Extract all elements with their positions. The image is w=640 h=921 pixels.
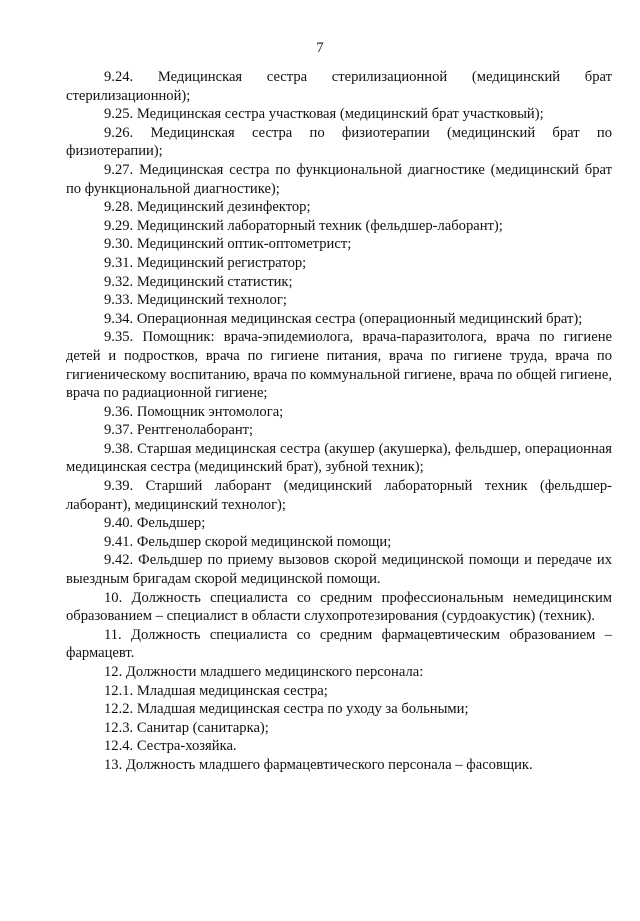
list-item-12-1: 12.1. Младшая медицинская сестра; bbox=[104, 682, 328, 699]
list-item-9-38: 9.38. Старшая медицинская сестра (акушер (акушерка), фельдшер, операционная медицинская сестра (медицинский брат), зубной техник); bbox=[66, 440, 612, 476]
list-item-9-42: 9.42. Фельдшер по приему вызовов скорой медицинской помощи и передаче их выездным бригадам скорой медицинской помощи. bbox=[66, 552, 612, 588]
list-item-11: 11. Должность специалиста со средним фармацевтическим образованием – фармацевт. bbox=[66, 626, 612, 662]
list-item-9-29: 9.29. Медицинский лабораторный техник (фельдшер-лаборант); bbox=[104, 217, 503, 234]
list-item-9-40: 9.40. Фельдшер; bbox=[104, 515, 206, 532]
list-item-9-26: 9.26. Медицинская сестра по физиотерапии (медицинский брат по физиотерапии); bbox=[66, 124, 612, 160]
list-item-9-34: 9.34. Операционная медицинская сестра (операционный медицинский брат); bbox=[104, 310, 583, 327]
document-body bbox=[66, 68, 612, 775]
list-item-13: 13. Должность младшего фармацевтического персонала – фасовщик. bbox=[104, 756, 533, 773]
list-item-9-31: 9.31. Медицинский регистратор; bbox=[104, 254, 307, 271]
list-item-9-37: 9.37. Рентгенолаборант; bbox=[104, 422, 254, 439]
list-item-9-24: 9.24. Медицинская сестра стерилизационной (медицинский брат стерилизационной); bbox=[66, 69, 612, 104]
page-number: 7 bbox=[316, 40, 324, 56]
list-item-10: 10. Должность специалиста со средним профессиональным немедицинским образованием – специалист в области слухопротезирования (сурдоакустик) (техник). bbox=[66, 589, 612, 625]
list-item-12-4: 12.4. Сестра-хозяйка. bbox=[104, 738, 237, 755]
list-item-12-3: 12.3. Санитар (санитарка); bbox=[104, 719, 269, 736]
list-item-9-25: 9.25. Медицинская сестра участковая (медицинский брат участковый); bbox=[104, 106, 544, 123]
list-item-9-41: 9.41. Фельдшер скорой медицинской помощи; bbox=[104, 533, 392, 550]
list-item-12-2: 12.2. Младшая медицинская сестра по уходу за больными; bbox=[104, 701, 469, 718]
list-item-9-35: 9.35. Помощник: врача-эпидемиолога, врача-паразитолога, врача по гигиене детей и подростков, врача по гигиене питания, врача по гигиене труда, врача по гигиеническому воспитанию, врача по коммунальной гигиене, врача по общей гигиене, врача по радиационной гигиене; bbox=[66, 329, 612, 402]
list-item-9-28: 9.28. Медицинский дезинфектор; bbox=[104, 199, 311, 216]
list-item-9-36: 9.36. Помощник энтомолога; bbox=[104, 403, 284, 420]
list-item-12: 12. Должности младшего медицинского персонала: bbox=[104, 664, 424, 680]
list-item-9-39: 9.39. Старший лаборант (медицинский лабораторный техник (фельдшер-лаборант), медицинский технолог); bbox=[66, 478, 612, 513]
list-item-9-33: 9.33. Медицинский технолог; bbox=[104, 292, 287, 309]
list-item-9-30: 9.30. Медицинский оптик-оптометрист; bbox=[104, 236, 352, 253]
list-item-9-32: 9.32. Медицинский статистик; bbox=[104, 273, 293, 290]
list-item-9-27: 9.27. Медицинская сестра по функциональной диагностике (медицинский брат по функциональной диагностике); bbox=[66, 161, 612, 197]
